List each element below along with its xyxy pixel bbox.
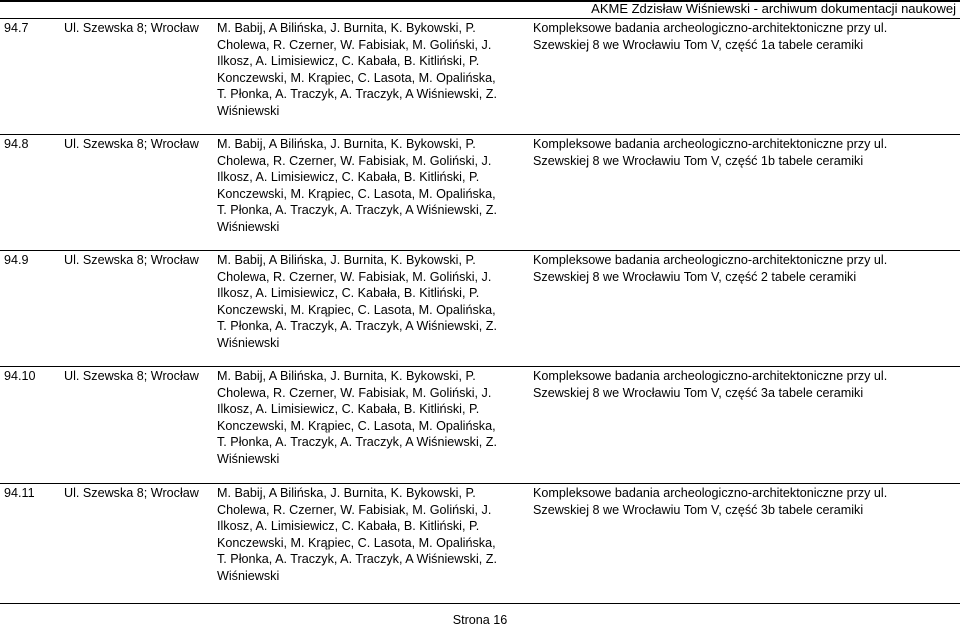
catalog-record — [0, 366, 960, 478]
title-line: Szewskiej 8 we Wrocławiu Tom V, część 2 tabele ceramiki — [533, 269, 857, 284]
record-address: Ul. Szewska 8; Wrocław — [64, 369, 199, 383]
record-id: 94.9 — [4, 253, 29, 267]
title-line: Kompleksowe badania archeologiczno-architektoniczne przy ul. — [533, 21, 888, 35]
record-divider — [0, 483, 960, 484]
record-divider — [0, 250, 960, 251]
author-line: Cholewa, R. Czerner, W. Fabisiak, M. Goliński, J. — [217, 502, 492, 517]
author-line: Cholewa, R. Czerner, W. Fabisiak, M. Goliński, J. — [217, 269, 492, 284]
record-authors — [217, 485, 517, 584]
author-line: M. Babij, A Bilińska, J. Burnita, K. Bykowski, P. — [217, 21, 476, 35]
record-id: 94.11 — [4, 486, 35, 500]
author-line: T. Płonka, A. Traczyk, A. Traczyk, A Wiśniewski, Z. — [217, 87, 497, 101]
author-line: Ilkosz, A. Limisiewicz, C. Kabała, B. Kitliński, P. — [217, 170, 480, 184]
footer-rule — [0, 603, 960, 604]
record-authors — [217, 136, 517, 235]
author-line: Konczewski, M. Krąpiec, C. Lasota, M. Opalińska, — [217, 186, 496, 201]
record-divider — [0, 134, 960, 135]
record-title — [533, 20, 953, 53]
author-line: T. Płonka, A. Traczyk, A. Traczyk, A Wiśniewski, Z. — [217, 319, 497, 333]
author-line: Wiśniewski — [217, 103, 280, 118]
record-address: Ul. Szewska 8; Wrocław — [64, 21, 199, 35]
record-divider — [0, 366, 960, 367]
catalog-record — [0, 134, 960, 246]
author-line: Wiśniewski — [217, 568, 280, 583]
catalog-record — [0, 483, 960, 595]
record-authors — [217, 252, 517, 351]
author-line: T. Płonka, A. Traczyk, A. Traczyk, A Wiśniewski, Z. — [217, 552, 497, 566]
author-line: Cholewa, R. Czerner, W. Fabisiak, M. Goliński, J. — [217, 385, 492, 400]
record-divider — [0, 18, 960, 19]
record-id: 94.10 — [4, 369, 36, 383]
author-line: M. Babij, A Bilińska, J. Burnita, K. Bykowski, P. — [217, 253, 476, 267]
title-line: Szewskiej 8 we Wrocławiu Tom V, część 1a tabele ceramiki — [533, 37, 864, 52]
title-line: Szewskiej 8 we Wrocławiu Tom V, część 3b tabele ceramiki — [533, 502, 864, 517]
author-line: Wiśniewski — [217, 335, 280, 350]
catalog-record — [0, 250, 960, 362]
author-line: M. Babij, A Bilińska, J. Burnita, K. Bykowski, P. — [217, 137, 476, 151]
record-address: Ul. Szewska 8; Wrocław — [64, 486, 199, 500]
author-line: M. Babij, A Bilińska, J. Burnita, K. Bykowski, P. — [217, 486, 476, 500]
record-id: 94.8 — [4, 137, 29, 151]
author-line: Ilkosz, A. Limisiewicz, C. Kabała, B. Kitliński, P. — [217, 402, 480, 416]
author-line: T. Płonka, A. Traczyk, A. Traczyk, A Wiśniewski, Z. — [217, 203, 497, 217]
record-title — [533, 485, 953, 518]
author-line: M. Babij, A Bilińska, J. Burnita, K. Bykowski, P. — [217, 369, 476, 383]
author-line: Wiśniewski — [217, 219, 280, 234]
author-line: Konczewski, M. Krąpiec, C. Lasota, M. Opalińska, — [217, 535, 496, 550]
catalog-record — [0, 18, 960, 130]
record-authors — [217, 368, 517, 467]
page-header-title: AKME Zdzisław Wiśniewski - archiwum dokumentacji naukowej — [591, 1, 956, 16]
record-address: Ul. Szewska 8; Wrocław — [64, 137, 199, 151]
title-line: Kompleksowe badania archeologiczno-architektoniczne przy ul. — [533, 486, 888, 500]
author-line: Konczewski, M. Krąpiec, C. Lasota, M. Opalińska, — [217, 418, 496, 433]
record-id: 94.7 — [4, 21, 29, 35]
title-line: Kompleksowe badania archeologiczno-architektoniczne przy ul. — [533, 253, 888, 267]
title-line: Kompleksowe badania archeologiczno-architektoniczne przy ul. — [533, 369, 888, 383]
record-title — [533, 252, 953, 285]
author-line: Konczewski, M. Krąpiec, C. Lasota, M. Opalińska, — [217, 302, 496, 317]
page-number: Strona 16 — [452, 613, 508, 627]
author-line: Ilkosz, A. Limisiewicz, C. Kabała, B. Kitliński, P. — [217, 286, 480, 300]
record-authors — [217, 20, 517, 119]
author-line: Ilkosz, A. Limisiewicz, C. Kabała, B. Kitliński, P. — [217, 519, 480, 533]
title-line: Szewskiej 8 we Wrocławiu Tom V, część 3a tabele ceramiki — [533, 385, 864, 400]
author-line: Ilkosz, A. Limisiewicz, C. Kabała, B. Kitliński, P. — [217, 54, 480, 68]
author-line: Cholewa, R. Czerner, W. Fabisiak, M. Goliński, J. — [217, 37, 492, 52]
title-line: Kompleksowe badania archeologiczno-architektoniczne przy ul. — [533, 137, 888, 151]
record-title — [533, 136, 953, 169]
title-line: Szewskiej 8 we Wrocławiu Tom V, część 1b tabele ceramiki — [533, 153, 864, 168]
author-line: Cholewa, R. Czerner, W. Fabisiak, M. Goliński, J. — [217, 153, 492, 168]
author-line: Konczewski, M. Krąpiec, C. Lasota, M. Opalińska, — [217, 70, 496, 85]
author-line: T. Płonka, A. Traczyk, A. Traczyk, A Wiśniewski, Z. — [217, 435, 497, 449]
record-title — [533, 368, 953, 401]
author-line: Wiśniewski — [217, 451, 280, 466]
record-address: Ul. Szewska 8; Wrocław — [64, 253, 199, 267]
